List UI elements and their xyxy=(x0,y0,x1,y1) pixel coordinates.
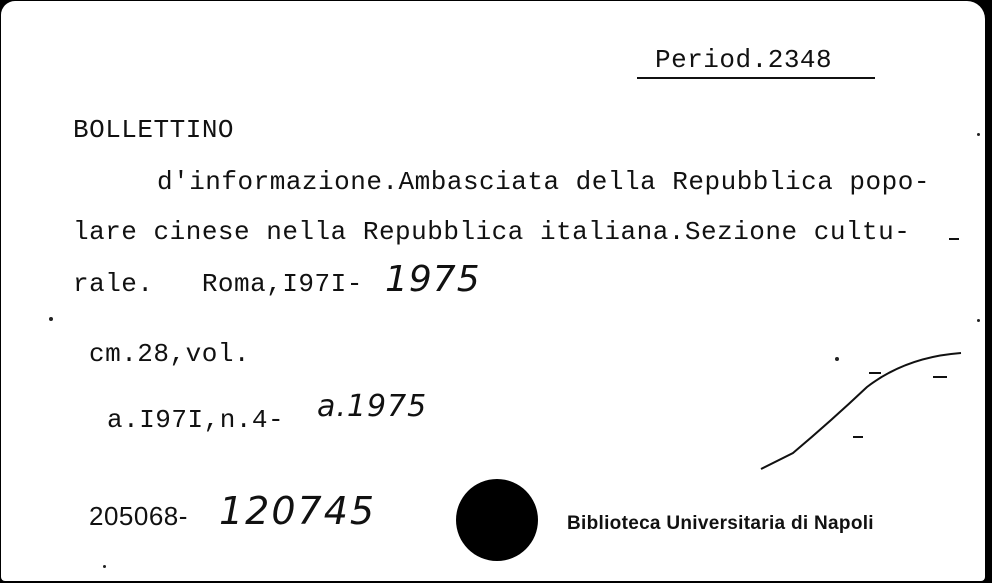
speck xyxy=(977,319,980,322)
inventory-handwritten: 120745 xyxy=(219,489,377,533)
shelfmark: Period.2348 xyxy=(655,45,833,75)
speck xyxy=(103,565,106,568)
description-line-3: rale. Roma,I97I- xyxy=(73,269,363,299)
speck xyxy=(835,357,839,361)
speck xyxy=(49,317,53,321)
description-line-1: d'informazione.Ambasciata della Repubblica popo- xyxy=(157,167,930,197)
description-line-2: lare cinese nella Repubblica italiana.Sezione cultu- xyxy=(73,217,911,247)
speck xyxy=(977,133,980,136)
inventory-typed: 205068- xyxy=(89,501,188,531)
card-heading: BOLLETTINO xyxy=(73,115,235,145)
catalog-card xyxy=(1,1,985,581)
physical-description: cm.28,vol. xyxy=(89,339,251,369)
library-stamp: Biblioteca Universitaria di Napoli xyxy=(567,513,874,534)
holdings-typed: a.I97I,n.4- xyxy=(107,405,285,435)
holdings-handwritten: a.1975 xyxy=(317,389,428,424)
handwritten-end-year: 1975 xyxy=(385,259,481,300)
diagonal-pen-stroke xyxy=(1,1,985,581)
